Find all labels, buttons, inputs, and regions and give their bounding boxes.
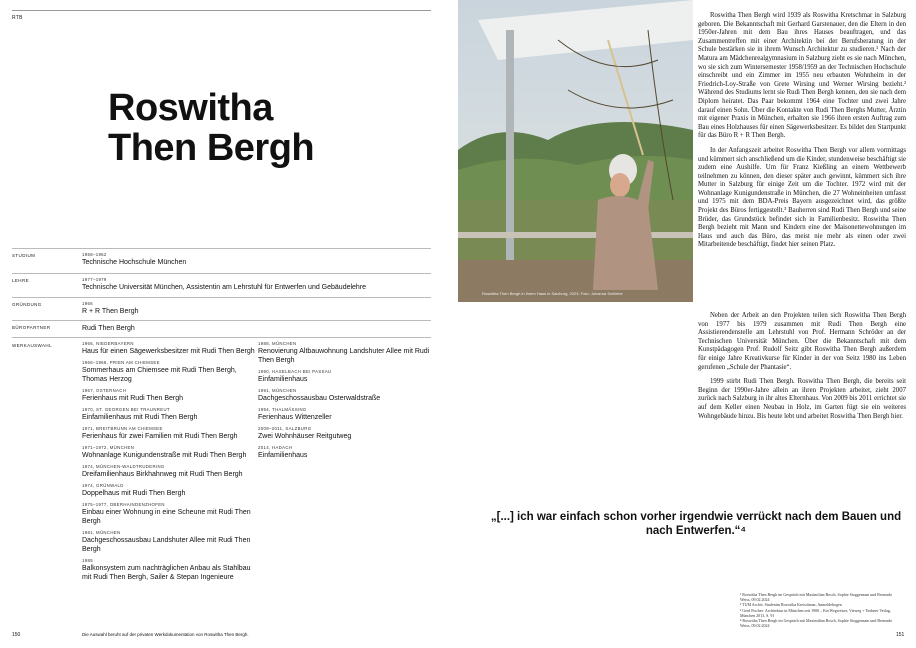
footnote-4: ⁴ Roswitha Then Bergh im Gespräch mit Maximilian Bosch, Sophie Stoggensam und Bernardo Weiss, 09.02.2024 bbox=[740, 618, 893, 629]
page-title bbox=[108, 88, 314, 168]
fact-text: Rudi Then Bergh bbox=[82, 325, 135, 332]
work-title: Renovierung Altbauwohnung Landshuter Allee mit Rudi Then Bergh bbox=[258, 348, 430, 364]
work-meta: 1988, MÜNCHEN bbox=[258, 341, 297, 346]
top-rule bbox=[12, 10, 431, 11]
work-title: Dreifamilienhaus Birkhahnweg mit Rudi Then Bergh bbox=[82, 471, 243, 478]
paragraph-3: Neben der Arbeit an den Projekten teilen sich Roswitha Then Bergh von 1977 bis 1979 zusammen mit Rudi Then Bergh eine Assistierendenstelle am Lehrstuhl von Prof. Hermann Schröder an der Technischen Universität München. Über die Bekanntschaft mit dem Kunstpädagogen Prof. Rudolf Seitz gibt Roswitha Then Bergh außerdem für einige Jahre Kreativkurse für Kinder in der von Seitz 1980 ins Leben gerufenen „Schule der Phantasie“. bbox=[698, 312, 906, 371]
work-item bbox=[82, 407, 257, 422]
divider bbox=[12, 273, 431, 274]
work-title: Balkonsystem zum nachträglichen Anbau als Stahlbau mit Rudi Then Bergh, Sailer & Stepan Ingenieure bbox=[82, 565, 251, 581]
work-meta: 1971–1972, MÜNCHEN bbox=[82, 445, 135, 450]
work-meta: 1970, ST. GEORGEN BEI TRAUNREUT bbox=[82, 407, 170, 412]
work-title: Dachgeschossausbau Osterwaldstraße bbox=[258, 395, 381, 402]
work-item bbox=[258, 445, 433, 460]
body-text-column-bottom bbox=[698, 312, 906, 427]
divider bbox=[12, 297, 431, 298]
page-number-right: 151 bbox=[896, 632, 905, 638]
works-column-1 bbox=[82, 341, 257, 586]
work-meta: 1985 bbox=[82, 558, 93, 563]
work-item bbox=[258, 426, 433, 441]
work-title: Wohnanlage Kunigundenstraße mit Rudi Then Bergh bbox=[82, 452, 247, 459]
work-item bbox=[258, 388, 433, 403]
photo-caption: Roswitha Then Bergh in ihrem Haus in Salzburg, 2023. Foto: Johanna Schliebe bbox=[482, 291, 623, 296]
fact-label-studium: STUDIUM bbox=[12, 253, 36, 258]
portrait-photo bbox=[458, 0, 693, 302]
title-line-2: Then Bergh bbox=[108, 127, 315, 169]
fact-lehre bbox=[82, 277, 427, 292]
work-meta: 1966, NIEDERBAYERN bbox=[82, 341, 134, 346]
paragraph-2: In der Anfangszeit arbeitet Roswitha Then Bergh vor allem vormittags und kümmert sich anschließend um die Kinder, stundenweise beschäftigt sie zudem eine Aushilfe. Um für Franz Kießling an einem Wettbewerb teilnehmen zu können, den dieser später auch gewinnt, kümmert sich ihre Mutter in Salzburg für einige Zeit um die Tochter. 1972 wird mit der Wohnanlage Kunigundenstraße in München, die 27 Wohneinheiten umfasst und 1975 mit dem BDA-Preis Bayern ausgezeichnet wird, das größte Projekt des Büros fertiggestellt.³ Bauherren sind Rudi Then Bergh und seine Brüder, das Grundstück befindet sich in Familienbesitz. Roswitha Then Bergh bezieht mit Mann und Kindern eine der Maisonettewohnungen im Haus und auch das Büro, das meist nie mehr als einen oder zwei Mitarbeitende beschäftigt, findet hier seinen Platz. bbox=[698, 146, 906, 249]
work-title: Einfamilienhaus mit Rudi Then Bergh bbox=[82, 414, 198, 421]
work-meta: 1971, BREITBRUNN AM CHIEMSEE bbox=[82, 426, 163, 431]
work-item bbox=[82, 502, 257, 526]
footnotes bbox=[740, 592, 900, 628]
work-meta: 1967, OSTERNACH bbox=[82, 388, 127, 393]
work-title: Doppelhaus mit Rudi Then Bergh bbox=[82, 490, 186, 497]
fact-bueropartner bbox=[82, 324, 427, 333]
section-label: RTB bbox=[12, 15, 23, 21]
work-item bbox=[82, 464, 257, 479]
work-title: Ferienhaus mit Rudi Then Bergh bbox=[82, 395, 184, 402]
work-meta: 1990, HASELBACH BEI PASSAU bbox=[258, 369, 332, 374]
work-title: Haus für einen Sägewerksbesitzer mit Rudi Then Bergh bbox=[82, 348, 255, 355]
photo-image bbox=[458, 0, 693, 302]
fact-gruendung bbox=[82, 301, 427, 316]
work-item bbox=[82, 388, 257, 403]
body-text-column-top bbox=[698, 12, 906, 256]
fact-year: 1966 bbox=[82, 301, 93, 306]
work-item bbox=[82, 426, 257, 441]
title-line-1: Roswitha bbox=[108, 87, 273, 129]
fact-year: 1977–1979 bbox=[82, 277, 107, 282]
page-number-left: 150 bbox=[12, 632, 21, 638]
work-item bbox=[258, 369, 433, 384]
selection-note: Die Auswahl beruht auf der privaten Werkdokumentation von Roswitha Then Bergh. bbox=[82, 632, 249, 637]
work-item bbox=[82, 483, 257, 498]
divider bbox=[12, 320, 431, 321]
paragraph-1: Roswitha Then Bergh wird 1939 als Roswitha Kretschmar in Salzburg geboren. Die Bekanntschaft mit Gerhard Garstenauer, den die Eltern in den 1950er-Jahren mit dem Bau ihres Hauses beauftragen, und das Zusammentreffen mit einer Architektin bei der Berufsberatung in der Schule bestärken sie in ihrem Wunsch Architektur zu studieren.¹ Nach der Matura am Mädchenrealgymnasium in Salzburg zieht es sie nach München, wo sie sich zum Wintersemester 1958/1959 an der Technischen Hochschule einschreibt und ein Zimmer im 1955 neu erbauten Wohnheim in der Friedrich-Loy-Straße von Grete Wirsing und Werner Wirsing bezieht.² Während des Studiums lernt sie Rudi Then Bergh kennen, den sie nach dem Diplom heiratet. Das Paar bekommt 1964 eine Tochter und zwei Jahre darauf einen Sohn. Über die Kontakte von Rudi Then Berghs Mutter, Ärztin mit eigener Praxis in München, erhalten sie 1966 ihren ersten Auftrag zum Bau eines Holzhauses für einen Sägewerksbesitzer. Es bildet den Startpunkt für das Büro R + R Then Bergh. bbox=[698, 12, 906, 140]
footnote-3: ³ Gerd Fischer: Architektur in München seit 1900 – Ein Wegweiser, Vieweg + Teubner Verlag, München 2013, S. 91 bbox=[740, 607, 891, 618]
work-item bbox=[82, 558, 257, 582]
work-meta: 1991, MÜNCHEN bbox=[258, 388, 297, 393]
works-label: WERKAUSWAHL bbox=[12, 343, 52, 348]
work-title: Zwei Wohnhäuser Reitgutweg bbox=[258, 433, 352, 440]
fact-text: Technische Hochschule München bbox=[82, 259, 187, 266]
work-item bbox=[82, 341, 257, 356]
work-meta: 2014, HADACH bbox=[258, 445, 293, 450]
fact-label-lehre: LEHRE bbox=[12, 278, 30, 283]
work-item bbox=[82, 530, 257, 554]
work-meta: 1975–1977, OBERHAINDENZHOFEN bbox=[82, 502, 165, 507]
work-meta: 1994, THALMÄSSING bbox=[258, 407, 307, 412]
work-title: Ferienhaus Wittenzeller bbox=[258, 414, 332, 421]
footnote-2: ² TUM Archiv, Studentin Roswitha Kretschmar, Anmeldebogen bbox=[740, 602, 842, 608]
paragraph-4: 1999 stirbt Rudi Then Bergh. Roswitha Then Bergh, die bereits seit Beginn der 1990er-Jahre allein an ihren Projekten arbeitet, zieht 2007 zurück nach Salzburg in ihr altes Elternhaus. Von 2009 bis 2011 errichtet sie auf dem Keller einen Neubau in Holz, im Garten fügt sie ein weiteres Wohngebäude hinzu. Bis heute lebt und arbeitet Roswitha Then Bergh hier. bbox=[698, 378, 906, 420]
works-column-2 bbox=[258, 341, 433, 464]
work-meta: 1966–1968, PRIEN AM CHIEMSEE bbox=[82, 360, 160, 365]
work-title: Einfamilienhaus bbox=[258, 376, 308, 383]
divider bbox=[12, 337, 431, 338]
fact-year: 1958–1962 bbox=[82, 252, 107, 257]
divider bbox=[12, 248, 431, 249]
work-meta: 1981, MÜNCHEN bbox=[82, 530, 121, 535]
fact-studium bbox=[82, 252, 427, 267]
work-item bbox=[258, 341, 433, 365]
work-item bbox=[82, 360, 257, 384]
work-title: Einbau einer Wohnung in eine Scheune mit Rudi Then Bergh bbox=[82, 509, 251, 525]
fact-label-gruendung: GRÜNDUNG bbox=[12, 302, 42, 307]
work-meta: 1974, GRÜNWALD bbox=[82, 483, 124, 488]
work-item bbox=[82, 445, 257, 460]
fact-text: R + R Then Bergh bbox=[82, 308, 139, 315]
work-title: Einfamilienhaus bbox=[258, 452, 308, 459]
work-title: Dachgeschossausbau Landshuter Allee mit Rudi Then Bergh bbox=[82, 537, 251, 553]
work-title: Sommerhaus am Chiemsee mit Rudi Then Bergh, Thomas Herzog bbox=[82, 367, 237, 383]
footnote-1: ¹ Roswitha Then Bergh im Gespräch mit Maximilian Bosch, Sophie Stoggensam und Bernardo Weiss, 09.02.2024 bbox=[740, 592, 893, 603]
pull-quote: „[...] ich war einfach schon vorher irgendwie verrückt nach dem Bauen und nach Entwerfen.“⁴ bbox=[490, 511, 902, 537]
work-meta: 1974, MÜNCHEN-WALDTRUDERING bbox=[82, 464, 165, 469]
work-title: Ferienhaus für zwei Familien mit Rudi Then Bergh bbox=[82, 433, 238, 440]
fact-text: Technische Universität München, Assistentin am Lehrstuhl für Entwerfen und Gebäudelehre bbox=[82, 284, 367, 291]
work-meta: 2009–2011, SALZBURG bbox=[258, 426, 312, 431]
work-item bbox=[258, 407, 433, 422]
fact-label-bueropartner: BÜROPARTNER bbox=[12, 325, 51, 330]
